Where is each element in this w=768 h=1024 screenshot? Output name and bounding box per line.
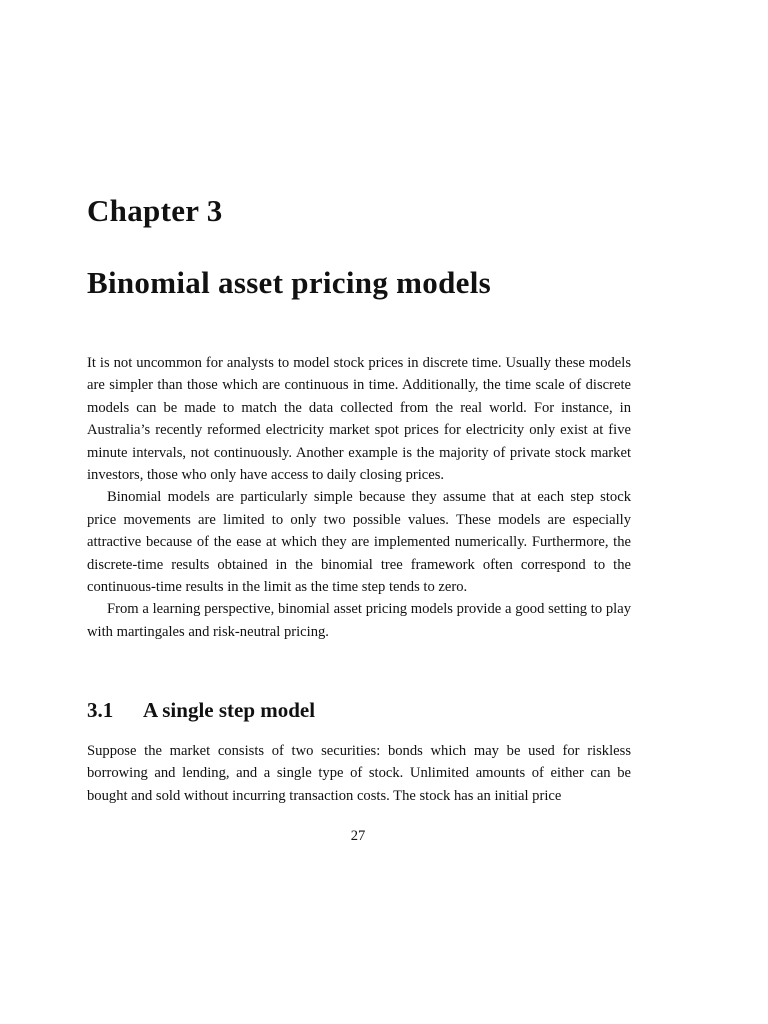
section-heading bbox=[87, 698, 631, 723]
intro-paragraph-3: From a learning perspective, binomial asset pricing models provide a good setting to play with martingales and risk-neutral pricing. bbox=[87, 601, 631, 640]
intro-paragraph-2: Binomial models are particularly simple because they assume that at each step stock price movements are limited to only two possible values. These models are especially attractive because of the ease at which they are implemented numerically. Furthermore, the discrete-time results obtained in the binomial tree framework often correspond to the continuous-time results in the limit as the time step tends to zero. bbox=[87, 489, 631, 596]
section-header bbox=[87, 698, 631, 723]
section-number: 3.1 bbox=[87, 698, 114, 722]
section-title: A single step model bbox=[143, 698, 316, 722]
intro-paragraph-1: It is not uncommon for analysts to model stock prices in discrete time. Usually these models are simpler than those which are continuous in time. Additionally, the time scale of discrete models can be made to match the data collected from the real world. For instance, in Australia’s recently reformed electricity market spot prices for electricity only exist at five minute intervals, not continuously. Another example is the majority of private stock market investors, those who only have access to daily closing prices. bbox=[87, 355, 631, 484]
intro-text bbox=[87, 352, 631, 643]
section-text bbox=[87, 740, 631, 807]
page-number: 27 bbox=[350, 828, 366, 844]
chapter-title: Binomial asset pricing models bbox=[87, 265, 491, 300]
section-paragraph-1: Suppose the market consists of two securities: bonds which may be used for riskless borrowing and lending, and a single type of stock. Unlimited amounts of either can be bought and sold without incurring transaction costs. The stock has an initial price bbox=[87, 743, 631, 804]
chapter-label: Chapter 3 bbox=[87, 193, 223, 228]
